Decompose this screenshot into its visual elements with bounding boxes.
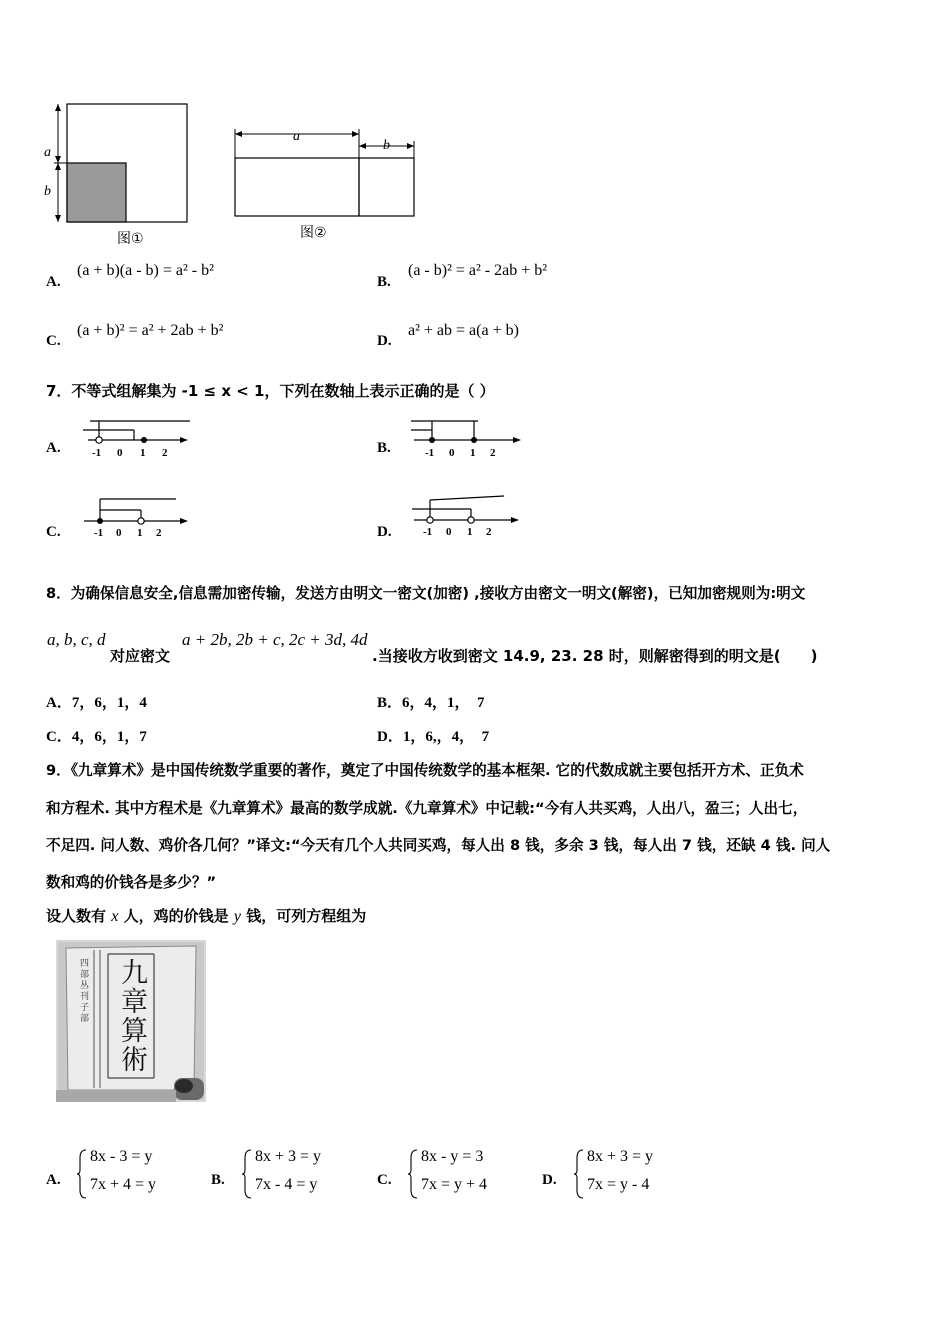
q8-stem-line1: 8．为确保信息安全,信息需加密传输，发送方由明文一密文(加密) ,接收方由密文一明文(解密)，已知加密规则为:明文 (46, 585, 806, 602)
q9-line3: 不足四. 问人数、鸡价各几何？”译文:“今天有几个人共同买鸡，每人出 8 钱，多余 3 钱，每人出 7 钱，还缺 4 钱. 问人 (46, 837, 831, 854)
q8-cipher-expr: a + 2b, 2b + c, 2c + 3d, 4d (182, 630, 368, 649)
figure-2 (228, 124, 423, 220)
var-x: x (111, 908, 119, 925)
q9-line4: 数和鸡的价钱各是多少？” (46, 874, 217, 891)
tick-1: 1 (137, 527, 143, 538)
q8-option-b-text: 6，4，1， 7 (402, 695, 485, 711)
q9-line5 (46, 905, 366, 926)
fig2-label-b: b (383, 138, 390, 153)
tick-neg1: -1 (425, 447, 435, 459)
q8-plain-vars: a, b, c, d (47, 630, 106, 649)
q7-option-c-label: C. (46, 524, 61, 540)
q9-option-c-label: C. (377, 1172, 392, 1188)
tick-neg1: -1 (94, 527, 104, 538)
q6-option-c-expr: (a + b)² = a² + 2ab + b² (77, 322, 224, 339)
q8-option-d-text: 1，6,，4， 7 (402, 729, 490, 745)
q8-option-b-label: B． (377, 695, 403, 711)
q9-option-d-label: D. (542, 1172, 557, 1188)
eq2: 7x + 4 = y (90, 1176, 157, 1193)
eq2: 7x = y - 4 (587, 1176, 650, 1193)
tick-0: 0 (446, 526, 452, 538)
eq1: 8x + 3 = y (587, 1148, 654, 1165)
q9-line5-b: 人，鸡的价钱是 (123, 907, 229, 925)
q8-option-c (46, 725, 147, 746)
tick-2: 2 (162, 447, 168, 459)
book-photo (56, 940, 206, 1102)
q8-tail-text: .当接收方收到密文 14.9, 23. 28 时，则解密得到的明文是( ) (372, 647, 818, 665)
fig1-label-a: a (44, 145, 51, 160)
tick-2: 2 (490, 447, 496, 459)
q8-mid-text: 对应密文 (110, 647, 171, 665)
shaded-square (67, 163, 126, 222)
q7-number-line-b (408, 416, 523, 460)
fig1-label-b: b (44, 184, 51, 199)
q6-option-a-expr: (a + b)(a - b) = a² - b² (77, 262, 214, 279)
q8-option-c-label: C． (46, 729, 72, 745)
q6-option-d-expr: a² + ab = a(a + b) (408, 322, 519, 339)
tick-0: 0 (117, 447, 123, 459)
eq1: 8x + 3 = y (255, 1148, 322, 1165)
tick-0: 0 (449, 447, 455, 459)
figure-1 (40, 98, 195, 226)
eq2: 7x = y + 4 (421, 1176, 488, 1193)
q9-line5-a: 设人数有 (46, 907, 107, 925)
q8-option-b (377, 691, 485, 712)
q9-option-b-label: B. (211, 1172, 225, 1188)
q8-option-a (46, 691, 147, 712)
tick-2: 2 (486, 526, 492, 538)
tick-1: 1 (140, 447, 146, 459)
q6-option-b-expr: (a - b)² = a² - 2ab + b² (408, 262, 548, 279)
q7-option-b-label: B. (377, 440, 391, 456)
q7-number-line-d (408, 492, 523, 538)
book-title: 九章算術 (116, 958, 147, 1074)
q8-option-d (377, 725, 489, 746)
book-side-text: 四部丛刊子部 (78, 958, 88, 1024)
q7-option-a-label: A. (46, 440, 61, 456)
fig2-label-a: a (293, 129, 300, 144)
tick-neg1: -1 (92, 447, 102, 459)
q8-option-d-label: D． (377, 729, 403, 745)
tick-1: 1 (470, 447, 476, 459)
eq1: 8x - 3 = y (90, 1148, 153, 1165)
q6-option-d-label: D. (377, 333, 392, 349)
q9-line5-c: 钱，可列方程组为 (246, 907, 367, 925)
var-y: y (233, 908, 241, 925)
q6-option-b-label: B. (377, 274, 391, 290)
q9-line1: 9．《九章算术》是中国传统数学重要的著作，奠定了中国传统数学的基本框架. 它的代数成就主要包括开方术、正负术 (46, 762, 804, 779)
eq1: 8x - y = 3 (421, 1148, 484, 1165)
q7-option-d-label: D. (377, 524, 392, 540)
tick-2: 2 (156, 527, 162, 538)
q8-option-c-text: 4，6，1，7 (71, 729, 147, 745)
q7-number-line-c (80, 494, 192, 538)
tick-0: 0 (116, 527, 122, 538)
q6-option-c-label: C. (46, 333, 61, 349)
q6-option-a-label: A. (46, 274, 61, 290)
q9-option-a-label: A. (46, 1172, 61, 1188)
fig1-caption: 图① (117, 231, 144, 247)
tick-1: 1 (467, 526, 473, 538)
q8-option-a-label: A． (46, 695, 72, 711)
q8-option-a-text: 7，6，1，4 (71, 695, 147, 711)
q9-line2: 和方程术. 其中方程术是《九章算术》最高的数学成就.《九章算术》中记载:“今有人共买鸡，人出八，盈三；人出七， (46, 800, 808, 817)
q7-stem: 7．不等式组解集为 -1 ≤ x < 1，下列在数轴上表示正确的是（ ） (46, 382, 495, 400)
fig2-caption: 图② (300, 225, 327, 241)
q7-number-line-a (80, 416, 192, 460)
eq2: 7x - 4 = y (255, 1176, 318, 1193)
tick-neg1: -1 (423, 526, 433, 538)
